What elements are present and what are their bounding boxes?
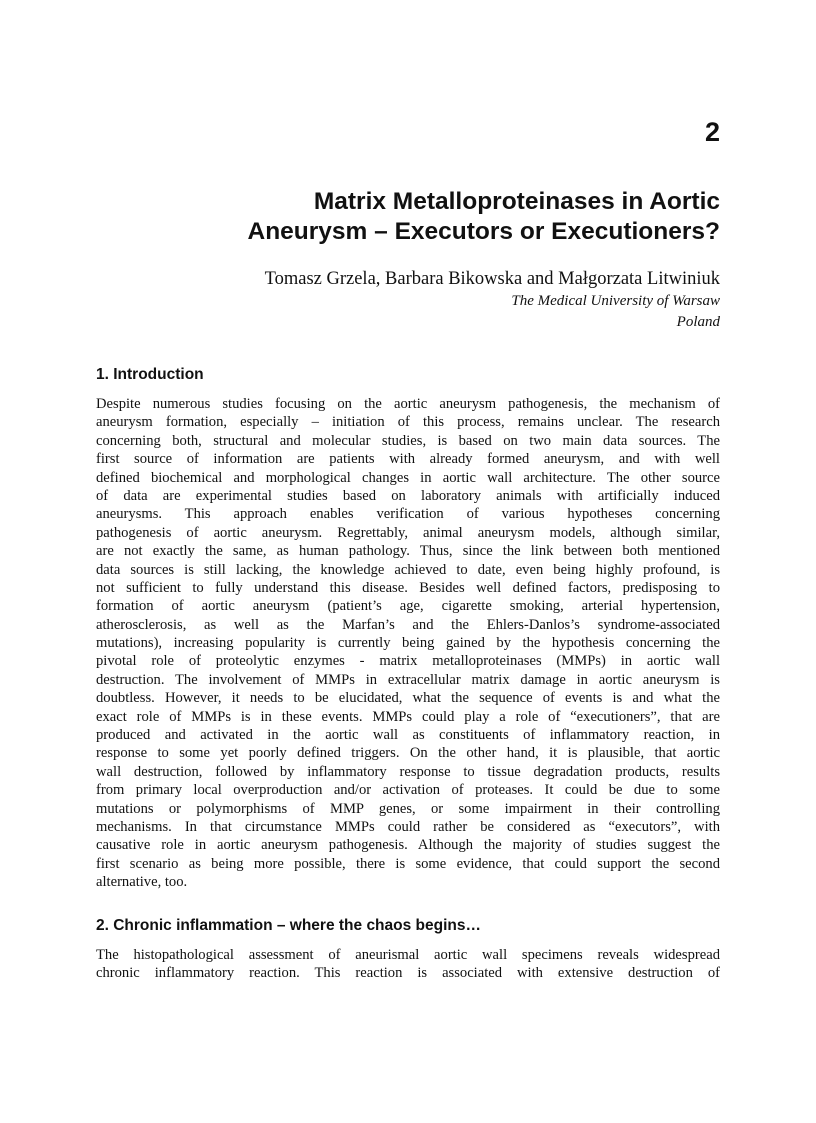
text-line: mechanisms. In that circumstance MMPs could rather be considered as “executors”, with (96, 818, 720, 835)
text-line: The histopathological assessment of aneurismal aortic wall specimens reveals widespread (96, 947, 720, 963)
chapter-number: 2 (704, 117, 720, 147)
text-line: first source of information are patients with already formed aneurysm, and with well (96, 451, 720, 468)
text-line: alternative, too. (96, 874, 188, 891)
text-line: aneurysm formation, especially – initiation of this process, remains unclear. The research (96, 414, 720, 431)
chapter-title-line: Matrix Metalloproteinases in Aortic (313, 188, 720, 215)
text-line: pivotal role of proteolytic enzymes - matrix metalloproteinases (MMPs) in aortic wall (96, 653, 720, 670)
text-line: atherosclerosis, as well as the Marfan’s and the Ehlers-Danlos’s syndrome-associated (96, 616, 720, 633)
text-line: doubtless. However, it needs to be elucidated, what the sequence of events is and what the (96, 690, 720, 707)
text-line: exact role of MMPs is in these events. MMPs could play a role of “executioners”, that are (96, 708, 720, 725)
text-line: concerning both, structural and molecular studies, is based on two main data sources. The (96, 432, 720, 449)
text-line: mutations or polymorphisms of MMP genes, or some impairment in their controlling (96, 800, 720, 817)
text-line: from primary local overproduction and/or activation of proteases. It could be due to some (96, 782, 720, 799)
text-line: first scenario as being more possible, there is some evidence, that could support the second (96, 855, 720, 872)
text-line: produced and activated in the aortic wall as constituents of inflammatory reaction, in (96, 727, 720, 744)
text-line: wall destruction, followed by inflammatory response to tissue degradation products, results (96, 763, 720, 780)
text-line: formation of aortic aneurysm (patient’s age, cigarette smoking, arterial hypertension, (96, 598, 720, 615)
section-heading-chronic-inflammation: 2. Chronic inflammation – where the chaos begins… (96, 917, 481, 934)
section-heading-introduction: 1. Introduction (96, 366, 204, 383)
text-line: response to some yet poorly defined triggers. On the other hand, it is plausible, that aortic (96, 745, 720, 762)
text-line: Despite numerous studies focusing on the aortic aneurysm pathogenesis, the mechanism of (96, 396, 720, 412)
text-line: are not exactly the same, as human pathology. Thus, since the link between both mentioned (96, 543, 720, 560)
chapter-title-line: Aneurysm – Executors or Executioners? (247, 218, 720, 245)
text-line: aneurysms. This approach enables verification of various hypotheses concerning (96, 506, 720, 523)
text-line: destruction. The involvement of MMPs in extracellular matrix damage in aortic aneurysm is (96, 671, 720, 688)
text-line: chronic inflammatory reaction. This reaction is associated with extensive destruction of (96, 965, 720, 982)
text-line: pathogenesis of aortic aneurysm. Regrettably, animal aneurysm models, although similar, (96, 524, 720, 541)
authors: Tomasz Grzela, Barbara Bikowska and Małgorzata Litwiniuk (264, 269, 720, 289)
text-line: defined biochemical and morphological changes in aortic wall architecture. The other source (96, 469, 720, 486)
chronic-inflammation-paragraph (96, 946, 720, 983)
text-line: causative role in aortic aneurysm pathogenesis. Although the majority of studies suggest the (96, 837, 720, 854)
affiliation-country: Poland (676, 314, 720, 330)
introduction-paragraph (96, 395, 720, 892)
text-line: data sources is still lacking, the knowledge achieved to date, even being highly profound, is (96, 561, 720, 578)
chapter-title (96, 187, 720, 247)
text-line: of data are experimental studies based on laboratory animals with artificially induced (96, 487, 720, 504)
text-line: not sufficient to fully understand this disease. Besides well defined factors, predisposing to (96, 579, 720, 596)
text-line: mutations), increasing popularity is currently being gained by the hypothesis concerning the (96, 635, 720, 652)
affiliation-institution: The Medical University of Warsaw (511, 293, 720, 309)
